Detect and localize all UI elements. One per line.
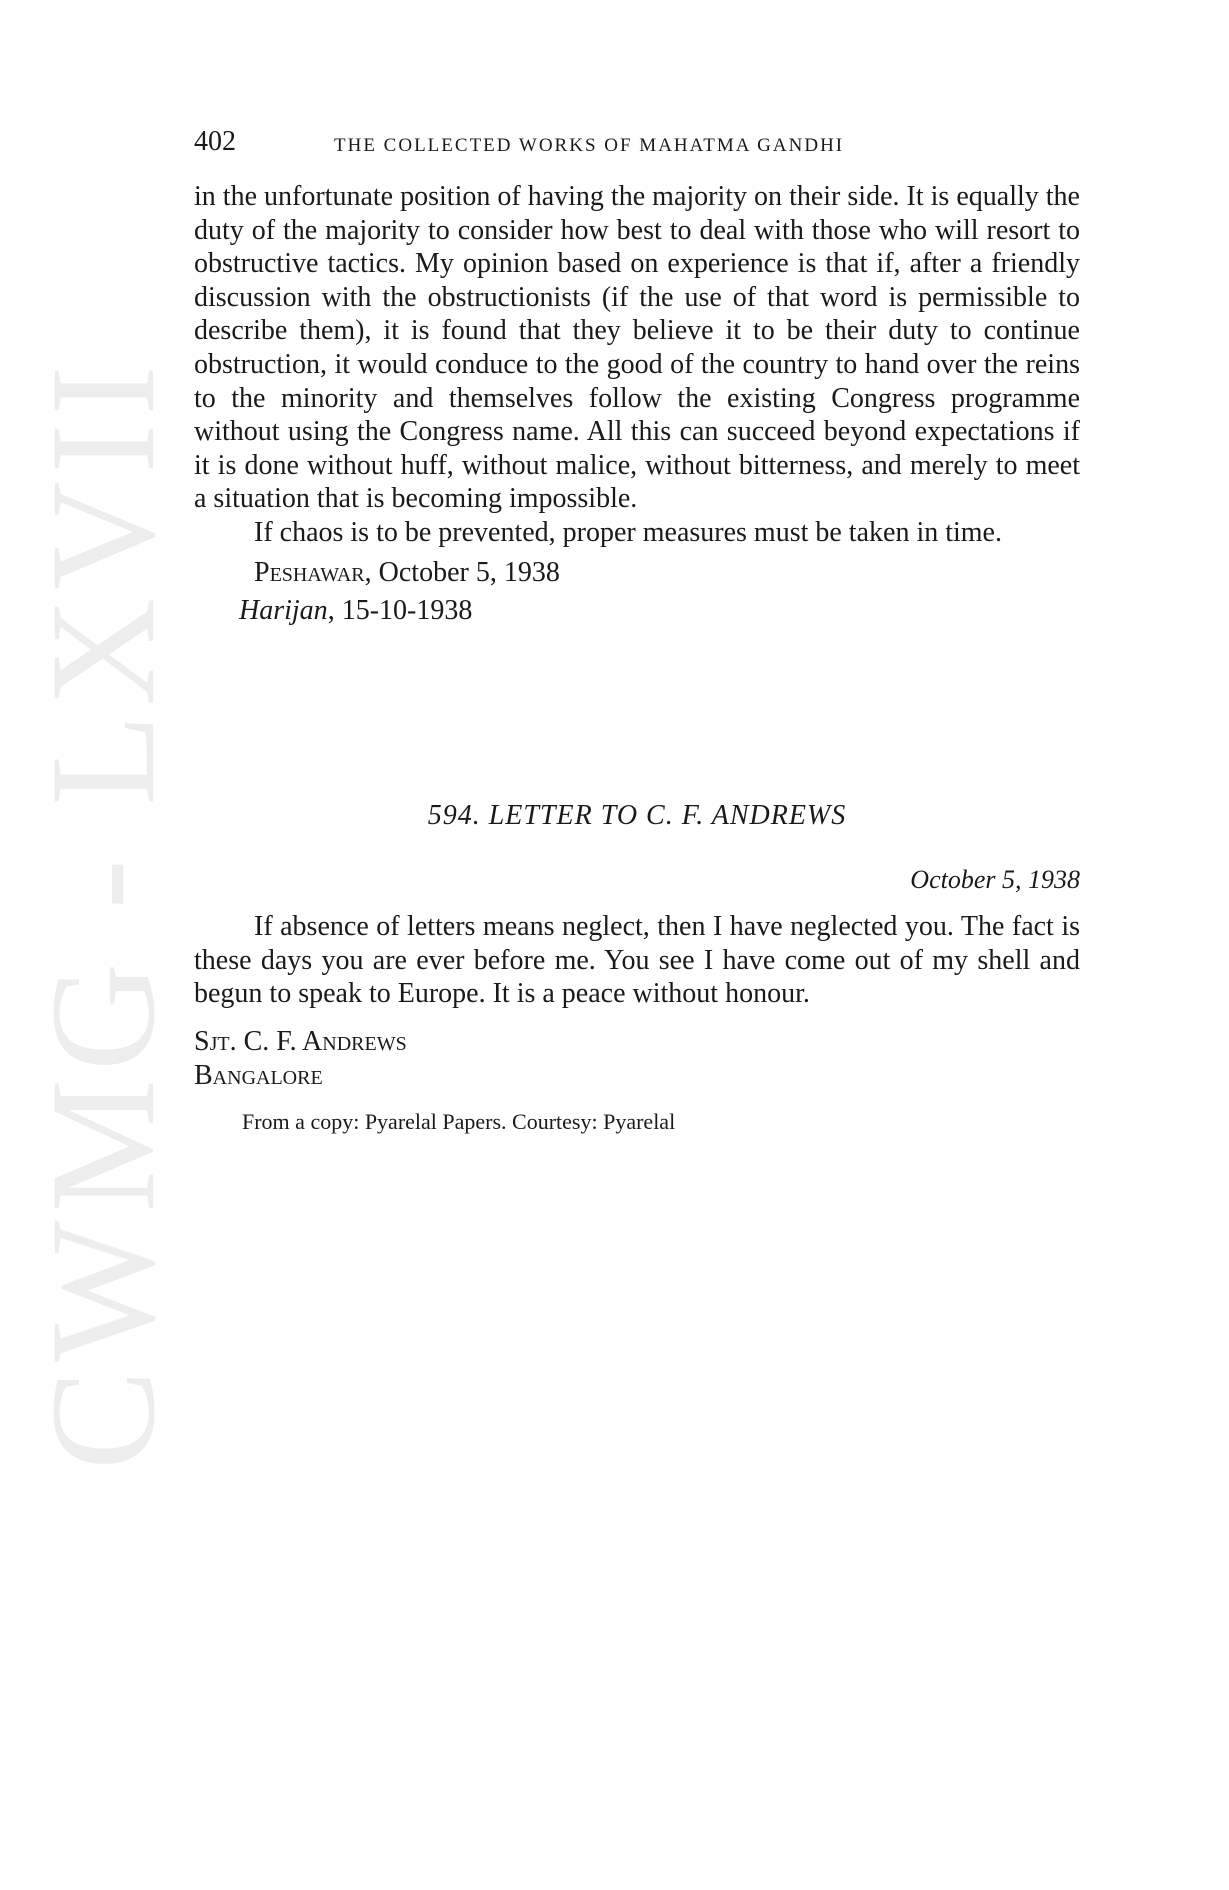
letter-heading: 594. LETTER TO C. F. ANDREWS bbox=[427, 800, 847, 831]
addressee bbox=[194, 1025, 1080, 1093]
running-head bbox=[194, 126, 1080, 166]
letter-body bbox=[194, 910, 1080, 1138]
article-body bbox=[194, 180, 1080, 630]
running-head-title: THE COLLECTED WORKS OF MAHATMA GANDHI bbox=[334, 135, 845, 156]
source-date: , 15-10-1938 bbox=[327, 594, 473, 626]
letter-source: From a copy: Pyarelal Papers. Courtesy: Pyarelal bbox=[242, 1108, 676, 1134]
article-paragraph: in the unfortunate position of having the majority on their side. It is equally the duty of the majority to consider how best to deal with those who will resort to obstructive tactics. My opinion based on experience is that if, after a friendly discussion with the obstructionists (if the use of that word is permissible to describe them), it is found that they believe it to be their duty to continue obstruction, it would conduce to the good of the country to hand over the reins to the minority and themselves follow the existing Congress programme without using the Congress name. All this can succeed beyond expectations if it is done without huff, without malice, without bitterness, and merely to meet a situation that is becoming impossible. bbox=[194, 181, 1080, 515]
dateline bbox=[194, 554, 1080, 592]
article-source bbox=[194, 592, 1080, 630]
page-number: 402 bbox=[194, 126, 236, 157]
dateline-date: , October 5, 1938 bbox=[364, 556, 560, 588]
letter-paragraph: If absence of letters means neglect, then I have neglected you. The fact is these days you are ever before me. You see I have come out of my shell and begun to speak to Europe. It is a peace without honour. bbox=[194, 911, 1080, 1010]
dateline-place: Peshawar bbox=[254, 556, 365, 588]
watermark-text: CWMG - LXVII bbox=[20, 357, 186, 1470]
article-paragraph: If chaos is to be prevented, proper measures must be taken in time. bbox=[254, 516, 1002, 548]
letter-date: October 5, 1938 bbox=[910, 865, 1080, 894]
source-publication: Harijan bbox=[239, 594, 328, 626]
addressee-name: Sjt. C. F. Andrews bbox=[194, 1025, 407, 1057]
addressee-place: Bangalore bbox=[194, 1059, 323, 1091]
